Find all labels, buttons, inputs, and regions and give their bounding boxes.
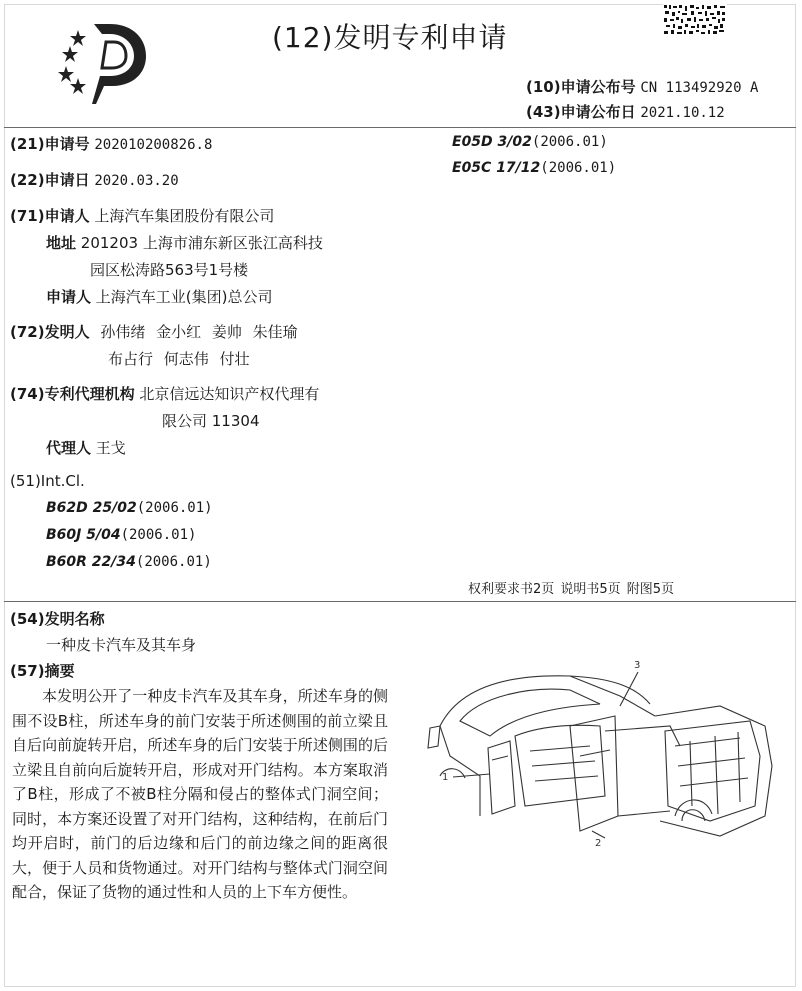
qr-code-icon bbox=[663, 4, 727, 36]
int-cl-label: (51)Int.Cl. bbox=[10, 472, 85, 490]
address-label: 地址 bbox=[46, 234, 77, 252]
application-date-row bbox=[10, 169, 179, 190]
application-date: 2020.03.20 bbox=[94, 173, 179, 189]
application-number-row bbox=[10, 133, 212, 154]
ipc-left-1 bbox=[46, 500, 213, 516]
ipc-right-2 bbox=[452, 160, 616, 176]
applicant2-label: 申请人 bbox=[46, 288, 92, 306]
ipc-version: (2006.01) bbox=[136, 500, 213, 516]
inventors-line-2: 布占行 何志伟 付壮 bbox=[108, 350, 250, 368]
ipc-left-3 bbox=[46, 554, 212, 570]
agency-row bbox=[10, 383, 319, 404]
publication-number-label: (10)申请公布号 bbox=[526, 78, 636, 96]
pickup-truck-drawing bbox=[420, 656, 790, 856]
ipc-code: B60R 22/34 bbox=[46, 554, 136, 570]
ipc-code: B60J 5/04 bbox=[46, 527, 121, 543]
inventors-line-1: 孙伟绪 金小红 姜帅 朱佳瑜 bbox=[100, 323, 298, 341]
agency-line-2: 限公司 11304 bbox=[162, 412, 260, 430]
agent-row bbox=[46, 437, 126, 458]
figure-label-2: 2 bbox=[595, 838, 602, 849]
figure-label-1: 1 bbox=[442, 772, 449, 783]
ipc-left-2 bbox=[46, 527, 196, 543]
document-type-title: (12)发明专利申请 bbox=[272, 21, 508, 54]
abstract-label: (57)摘要 bbox=[10, 662, 75, 680]
agent-label: 代理人 bbox=[46, 439, 92, 457]
application-number: 202010200826.8 bbox=[94, 137, 213, 153]
publication-date-label: (43)申请公布日 bbox=[526, 103, 636, 121]
address-row bbox=[46, 232, 323, 253]
ipc-code: B62D 25/02 bbox=[46, 500, 137, 516]
figure-label-3: 3 bbox=[634, 660, 641, 671]
divider-top bbox=[4, 127, 796, 128]
abstract-text: 本发明公开了一种皮卡汽车及其车身，所述车身的侧围不设B柱，所述车身的前门安装于所述侧围的前立梁且自后向前旋转开启，所述车身的后门安装于所述侧围的后立梁且自前向后旋转开启，形成对开门结构。本方案取消了B柱，形成了不被B柱分隔和侵占的整体式门洞空间；同时，本方案还设置了对开门结构，这种结构，在前后门均开启时，前门的后边缘和后门的前边缘之间的距离很大，便于人员和货物通过。对开门结构与整体式门洞空间配合，保证了货物的通过性和人员的上下车方便性。 bbox=[12, 687, 388, 901]
applicant-name: 上海汽车集团股份有限公司 bbox=[94, 207, 275, 225]
inventors-row bbox=[10, 321, 298, 342]
application-date-label: (22)申请日 bbox=[10, 171, 90, 189]
ipc-version: (2006.01) bbox=[120, 527, 197, 543]
applicant-label: (71)申请人 bbox=[10, 207, 90, 225]
publication-date: 2021.10.12 bbox=[640, 105, 725, 121]
ipc-version: (2006.01) bbox=[531, 134, 608, 150]
invention-title-label: (54)发明名称 bbox=[10, 610, 105, 628]
ipc-code: E05D 3/02 bbox=[452, 134, 532, 150]
ipc-right-1 bbox=[452, 134, 608, 150]
publication-number: CN 113492920 A bbox=[640, 80, 759, 96]
agent-name: 王戈 bbox=[95, 439, 126, 457]
application-number-label: (21)申请号 bbox=[10, 135, 90, 153]
address-line-2: 园区松涛路563号1号楼 bbox=[90, 261, 249, 279]
applicant2-row bbox=[46, 286, 273, 307]
publication-number-row bbox=[526, 76, 758, 97]
page-counts: 权利要求书2页 说明书5页 附图5页 bbox=[468, 582, 675, 597]
cnipa-logo-icon bbox=[52, 16, 162, 108]
agency-line-1: 北京信远达知识产权代理有 bbox=[139, 385, 320, 403]
inventors-label: (72)发明人 bbox=[10, 323, 90, 341]
agency-label: (74)专利代理机构 bbox=[10, 385, 135, 403]
address-line-1: 201203 上海市浦东新区张江高科技 bbox=[80, 234, 323, 252]
ipc-version: (2006.01) bbox=[135, 554, 212, 570]
invention-title: 一种皮卡汽车及其车身 bbox=[46, 636, 197, 654]
ipc-code: E05C 17/12 bbox=[452, 160, 541, 176]
publication-date-row bbox=[526, 101, 725, 122]
divider-bottom bbox=[4, 601, 796, 602]
applicant2-name: 上海汽车工业(集团)总公司 bbox=[95, 288, 273, 306]
applicant-row bbox=[10, 205, 274, 226]
ipc-version: (2006.01) bbox=[540, 160, 617, 176]
